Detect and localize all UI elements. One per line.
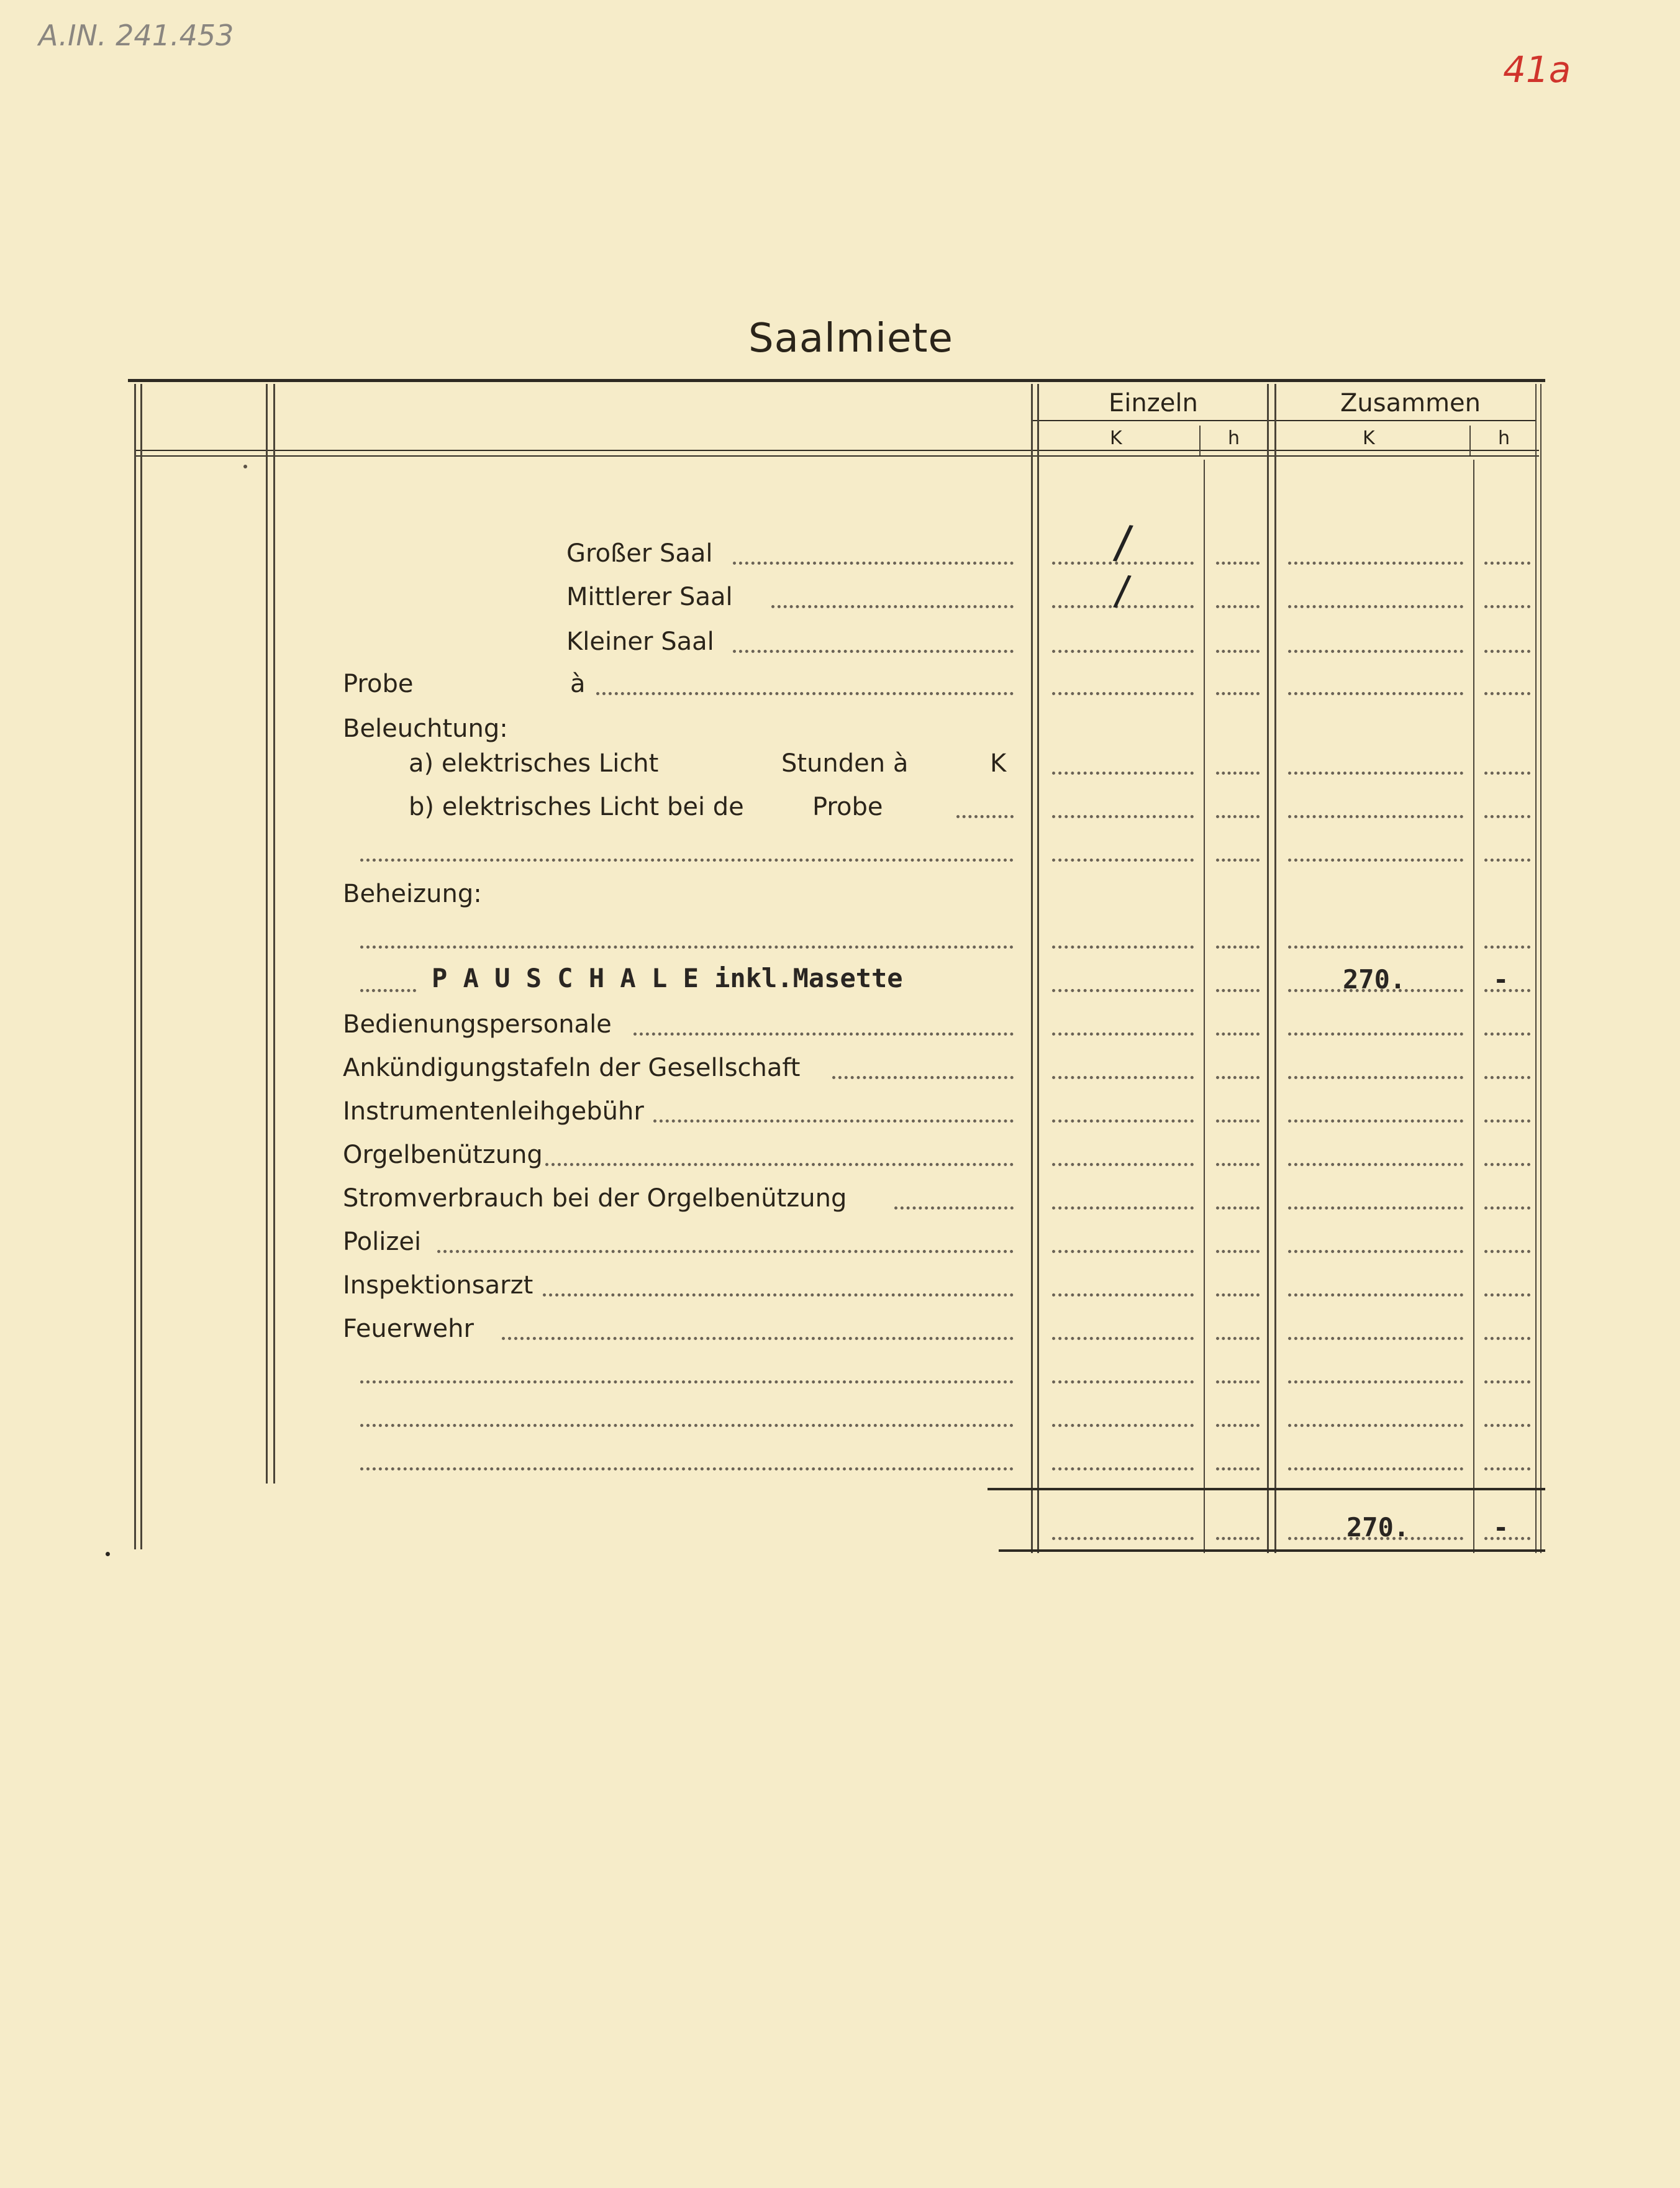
- folio-number: 41a: [1503, 48, 1571, 91]
- row-label-probe: Probe: [343, 670, 414, 698]
- dotted-leader: [1484, 946, 1530, 949]
- dotted-leader: [1052, 989, 1194, 992]
- column-header-einzeln-k: K: [1110, 427, 1122, 449]
- row-label-probe-a: à: [570, 670, 586, 698]
- dotted-leader: [1052, 650, 1194, 653]
- column-header-einzeln: Einzeln: [1109, 389, 1198, 417]
- dotted-leader: [1288, 815, 1463, 818]
- row-label-bedienungspersonale: Bedienungspersonale: [343, 1010, 612, 1039]
- row-label-licht-a-k: K: [990, 749, 1007, 778]
- dotted-leader: [1484, 1424, 1530, 1427]
- dotted-leader: [1216, 1250, 1260, 1253]
- column-header-einzeln-h: h: [1228, 427, 1240, 449]
- dotted-leader: [1052, 946, 1194, 949]
- speck: [243, 465, 247, 468]
- dotted-leader: [1216, 1119, 1260, 1123]
- dotted-leader: [1288, 605, 1463, 608]
- total-zusammen-k: 270.: [1346, 1512, 1410, 1543]
- dotted-leader: [1288, 1076, 1463, 1079]
- dotted-leader: [1052, 1293, 1194, 1297]
- grosser-saal-einzeln-mark: /: [1112, 514, 1135, 570]
- dotted-leader: [1288, 692, 1463, 695]
- row-label-licht-b-probe: Probe: [812, 793, 883, 821]
- dotted-leader: [1484, 1032, 1530, 1036]
- dotted-leader: [1288, 1119, 1463, 1123]
- row-label-polizei: Polizei: [343, 1228, 422, 1256]
- dotted-leader: [1288, 1250, 1463, 1253]
- dotted-leader: [1484, 815, 1530, 818]
- mittlerer-saal-einzeln-mark: /: [1112, 565, 1133, 616]
- row-label-inspektionsarzt: Inspektionsarzt: [343, 1271, 534, 1300]
- dotted-leader: [1052, 859, 1194, 862]
- dotted-leader: [1052, 815, 1194, 818]
- dotted-leader: [1052, 1537, 1194, 1540]
- dotted-leader: [1288, 650, 1463, 653]
- dotted-leader: [1288, 859, 1463, 862]
- dotted-leader: [1216, 1032, 1260, 1036]
- dotted-leader: [1216, 1424, 1260, 1427]
- dotted-leader: [1288, 1380, 1463, 1383]
- dotted-leader: [1052, 1119, 1194, 1123]
- dotted-leader: [1288, 1337, 1463, 1340]
- row-label-mittlerer-saal: Mittlerer Saal: [566, 583, 733, 611]
- dotted-leader: [1052, 772, 1194, 775]
- dotted-leader: [1216, 1467, 1260, 1470]
- dotted-leader: [1216, 1380, 1260, 1383]
- pauschale-zusammen-h: -: [1493, 964, 1509, 995]
- dotted-leader: [1216, 1206, 1260, 1210]
- dotted-leader: [1052, 1380, 1194, 1383]
- dotted-leader: [1052, 1076, 1194, 1079]
- dotted-leader: [1216, 605, 1260, 608]
- dotted-leader: [1484, 1467, 1530, 1470]
- dotted-leader: [1052, 1032, 1194, 1036]
- archive-mark: A.IN. 241.453: [39, 19, 234, 52]
- page-title: Saalmiete: [748, 316, 953, 362]
- dotted-leader: [1052, 1250, 1194, 1253]
- dotted-leader: [1288, 772, 1463, 775]
- dotted-leader: [1216, 692, 1260, 695]
- dotted-leader: [1288, 1032, 1463, 1036]
- total-zusammen-h: -: [1493, 1512, 1509, 1543]
- row-label-beheizung: Beheizung:: [343, 880, 482, 908]
- dotted-leader: [1052, 1424, 1194, 1427]
- dotted-leader: [1216, 1537, 1260, 1540]
- dotted-leader: [1216, 1293, 1260, 1297]
- dotted-leader: [1484, 562, 1530, 565]
- dotted-leader: [1484, 692, 1530, 695]
- dotted-leader: [1288, 1163, 1463, 1166]
- dotted-leader: [1216, 562, 1260, 565]
- dotted-leader: [1052, 1467, 1194, 1470]
- row-label-grosser-saal: Großer Saal: [566, 539, 713, 568]
- dotted-leader: [1484, 772, 1530, 775]
- dotted-leader: [1484, 1119, 1530, 1123]
- column-header-zusammen: Zusammen: [1340, 389, 1481, 417]
- dotted-leader: [1216, 772, 1260, 775]
- row-label-orgelbenuetzung: Orgelbenützung: [343, 1141, 543, 1169]
- dotted-leader: [1216, 1337, 1260, 1340]
- dotted-leader: [1484, 1337, 1530, 1340]
- row-label-beleuchtung: Beleuchtung:: [343, 714, 508, 743]
- row-label-licht-a: a) elektrisches Licht: [409, 749, 659, 778]
- dotted-leader: [1484, 605, 1530, 608]
- dotted-leader: [1484, 1163, 1530, 1166]
- dotted-leader: [1484, 1076, 1530, 1079]
- row-label-feuerwehr: Feuerwehr: [343, 1315, 474, 1343]
- column-header-zusammen-k: K: [1363, 427, 1375, 449]
- row-label-licht-a-stunden: Stunden à: [781, 749, 909, 778]
- dotted-leader: [1484, 650, 1530, 653]
- row-label-pauschale: P A U S C H A L E inkl.Masette: [432, 963, 903, 993]
- pauschale-zusammen-k: 270.: [1343, 964, 1406, 995]
- dotted-leader: [1484, 1206, 1530, 1210]
- dotted-leader: [1216, 1163, 1260, 1166]
- dotted-leader: [1288, 1424, 1463, 1427]
- dotted-leader: [1288, 562, 1463, 565]
- column-header-zusammen-h: h: [1498, 427, 1510, 449]
- dotted-leader: [1052, 692, 1194, 695]
- dotted-leader: [1052, 1206, 1194, 1210]
- dotted-leader: [1052, 1337, 1194, 1340]
- dotted-leader: [1484, 859, 1530, 862]
- row-label-ankuendigungstafeln: Ankündigungstafeln der Gesellschaft: [343, 1054, 801, 1082]
- dotted-leader: [1288, 1467, 1463, 1470]
- dotted-leader: [1288, 1293, 1463, 1297]
- dotted-leader: [1216, 1076, 1260, 1079]
- row-label-kleiner-saal: Kleiner Saal: [566, 627, 714, 656]
- row-label-instrumentenleihgebuehr: Instrumentenleihgebühr: [343, 1097, 644, 1126]
- dotted-leader: [1216, 946, 1260, 949]
- dotted-leader: [1288, 1206, 1463, 1210]
- row-label-licht-b: b) elektrisches Licht bei de: [409, 793, 744, 821]
- dotted-leader: [1288, 946, 1463, 949]
- dotted-leader: [1216, 989, 1260, 992]
- speck: [106, 1552, 110, 1556]
- dotted-leader: [1484, 1250, 1530, 1253]
- dotted-leader: [1216, 650, 1260, 653]
- dotted-leader: [1052, 1163, 1194, 1166]
- dotted-leader: [1216, 815, 1260, 818]
- dotted-leader: [1216, 859, 1260, 862]
- dotted-leader: [1484, 1380, 1530, 1383]
- dotted-leader: [1484, 1293, 1530, 1297]
- row-label-stromverbrauch: Stromverbrauch bei der Orgelbenützung: [343, 1184, 847, 1213]
